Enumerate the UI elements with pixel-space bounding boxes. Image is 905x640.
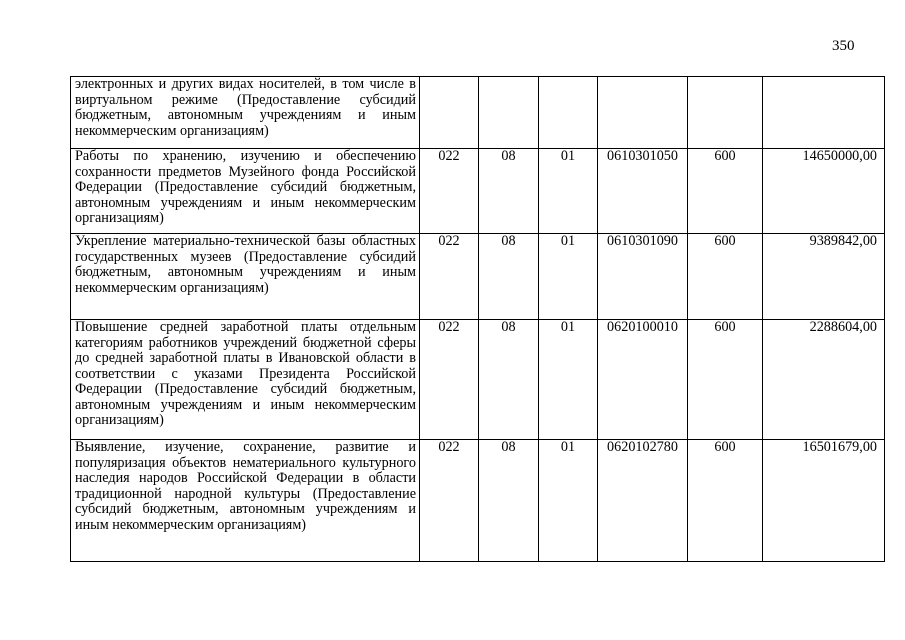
table-row [71, 320, 885, 440]
row-grbs-code: 022 [420, 234, 479, 320]
row-expense-type: 600 [688, 234, 763, 320]
row-grbs-code: 022 [420, 149, 479, 234]
budget-table [70, 76, 885, 562]
row-subsection-code: 01 [539, 320, 598, 440]
row-target-article: 0610301050 [598, 149, 688, 234]
row-grbs-code: 022 [420, 320, 479, 440]
row-expense-type: 600 [688, 149, 763, 234]
row-subsection-code: 01 [539, 149, 598, 234]
row-amount: 14650000,00 [763, 149, 885, 234]
row-section-code: 08 [479, 234, 539, 320]
row-target-article: 0610301090 [598, 234, 688, 320]
row-amount: 9389842,00 [763, 234, 885, 320]
row-target-article: 0620102780 [598, 440, 688, 562]
row-section-code: 08 [479, 440, 539, 562]
row-amount: 2288604,00 [763, 320, 885, 440]
row-expense-type [688, 77, 763, 149]
row-subsection-code: 01 [539, 440, 598, 562]
row-expense-type: 600 [688, 440, 763, 562]
row-amount: 16501679,00 [763, 440, 885, 562]
row-target-article: 0620100010 [598, 320, 688, 440]
row-description: Работы по хранению, изучению и обеспечению сохранности предметов Музейного фонда Российской Федерации (Предоставление субсидий бюджетным, автономным учреждениям и иным некоммерческим организациям) [71, 149, 420, 234]
page-number: 350 [832, 38, 855, 54]
row-expense-type: 600 [688, 320, 763, 440]
row-grbs-code: 022 [420, 440, 479, 562]
table-row [71, 234, 885, 320]
row-target-article [598, 77, 688, 149]
row-subsection-code: 01 [539, 234, 598, 320]
row-section-code: 08 [479, 149, 539, 234]
table-row [71, 77, 885, 149]
row-description: Выявление, изучение, сохранение, развитие и популяризация объектов нематериального культурного наследия народов Российской Федерации в области традиционной народной культуры (Предоставление субсидий бюджетным, автономным учреждениям и иным некоммерческим организациям) [71, 440, 420, 562]
table-row [71, 440, 885, 562]
row-section-code: 08 [479, 320, 539, 440]
row-description: Укрепление материально-технической базы областных государственных музеев (Предоставление субсидий бюджетным, автономным учреждениям и иным некоммерческим организациям) [71, 234, 420, 320]
table-row [71, 149, 885, 234]
row-section-code [479, 77, 539, 149]
row-amount [763, 77, 885, 149]
row-description: электронных и других видах носителей, в том числе в виртуальном режиме (Предоставление субсидий бюджетным, автономным учреждениям и иным некоммерческим организациям) [71, 77, 420, 149]
row-grbs-code [420, 77, 479, 149]
row-description: Повышение средней заработной платы отдельным категориям работников учреждений бюджетной сферы до средней заработной платы в Ивановской области в соответствии с указами Президента Российской Федерации (Предоставление субсидий бюджетным, автономным учреждениям и иным некоммерческим организациям) [71, 320, 420, 440]
row-subsection-code [539, 77, 598, 149]
